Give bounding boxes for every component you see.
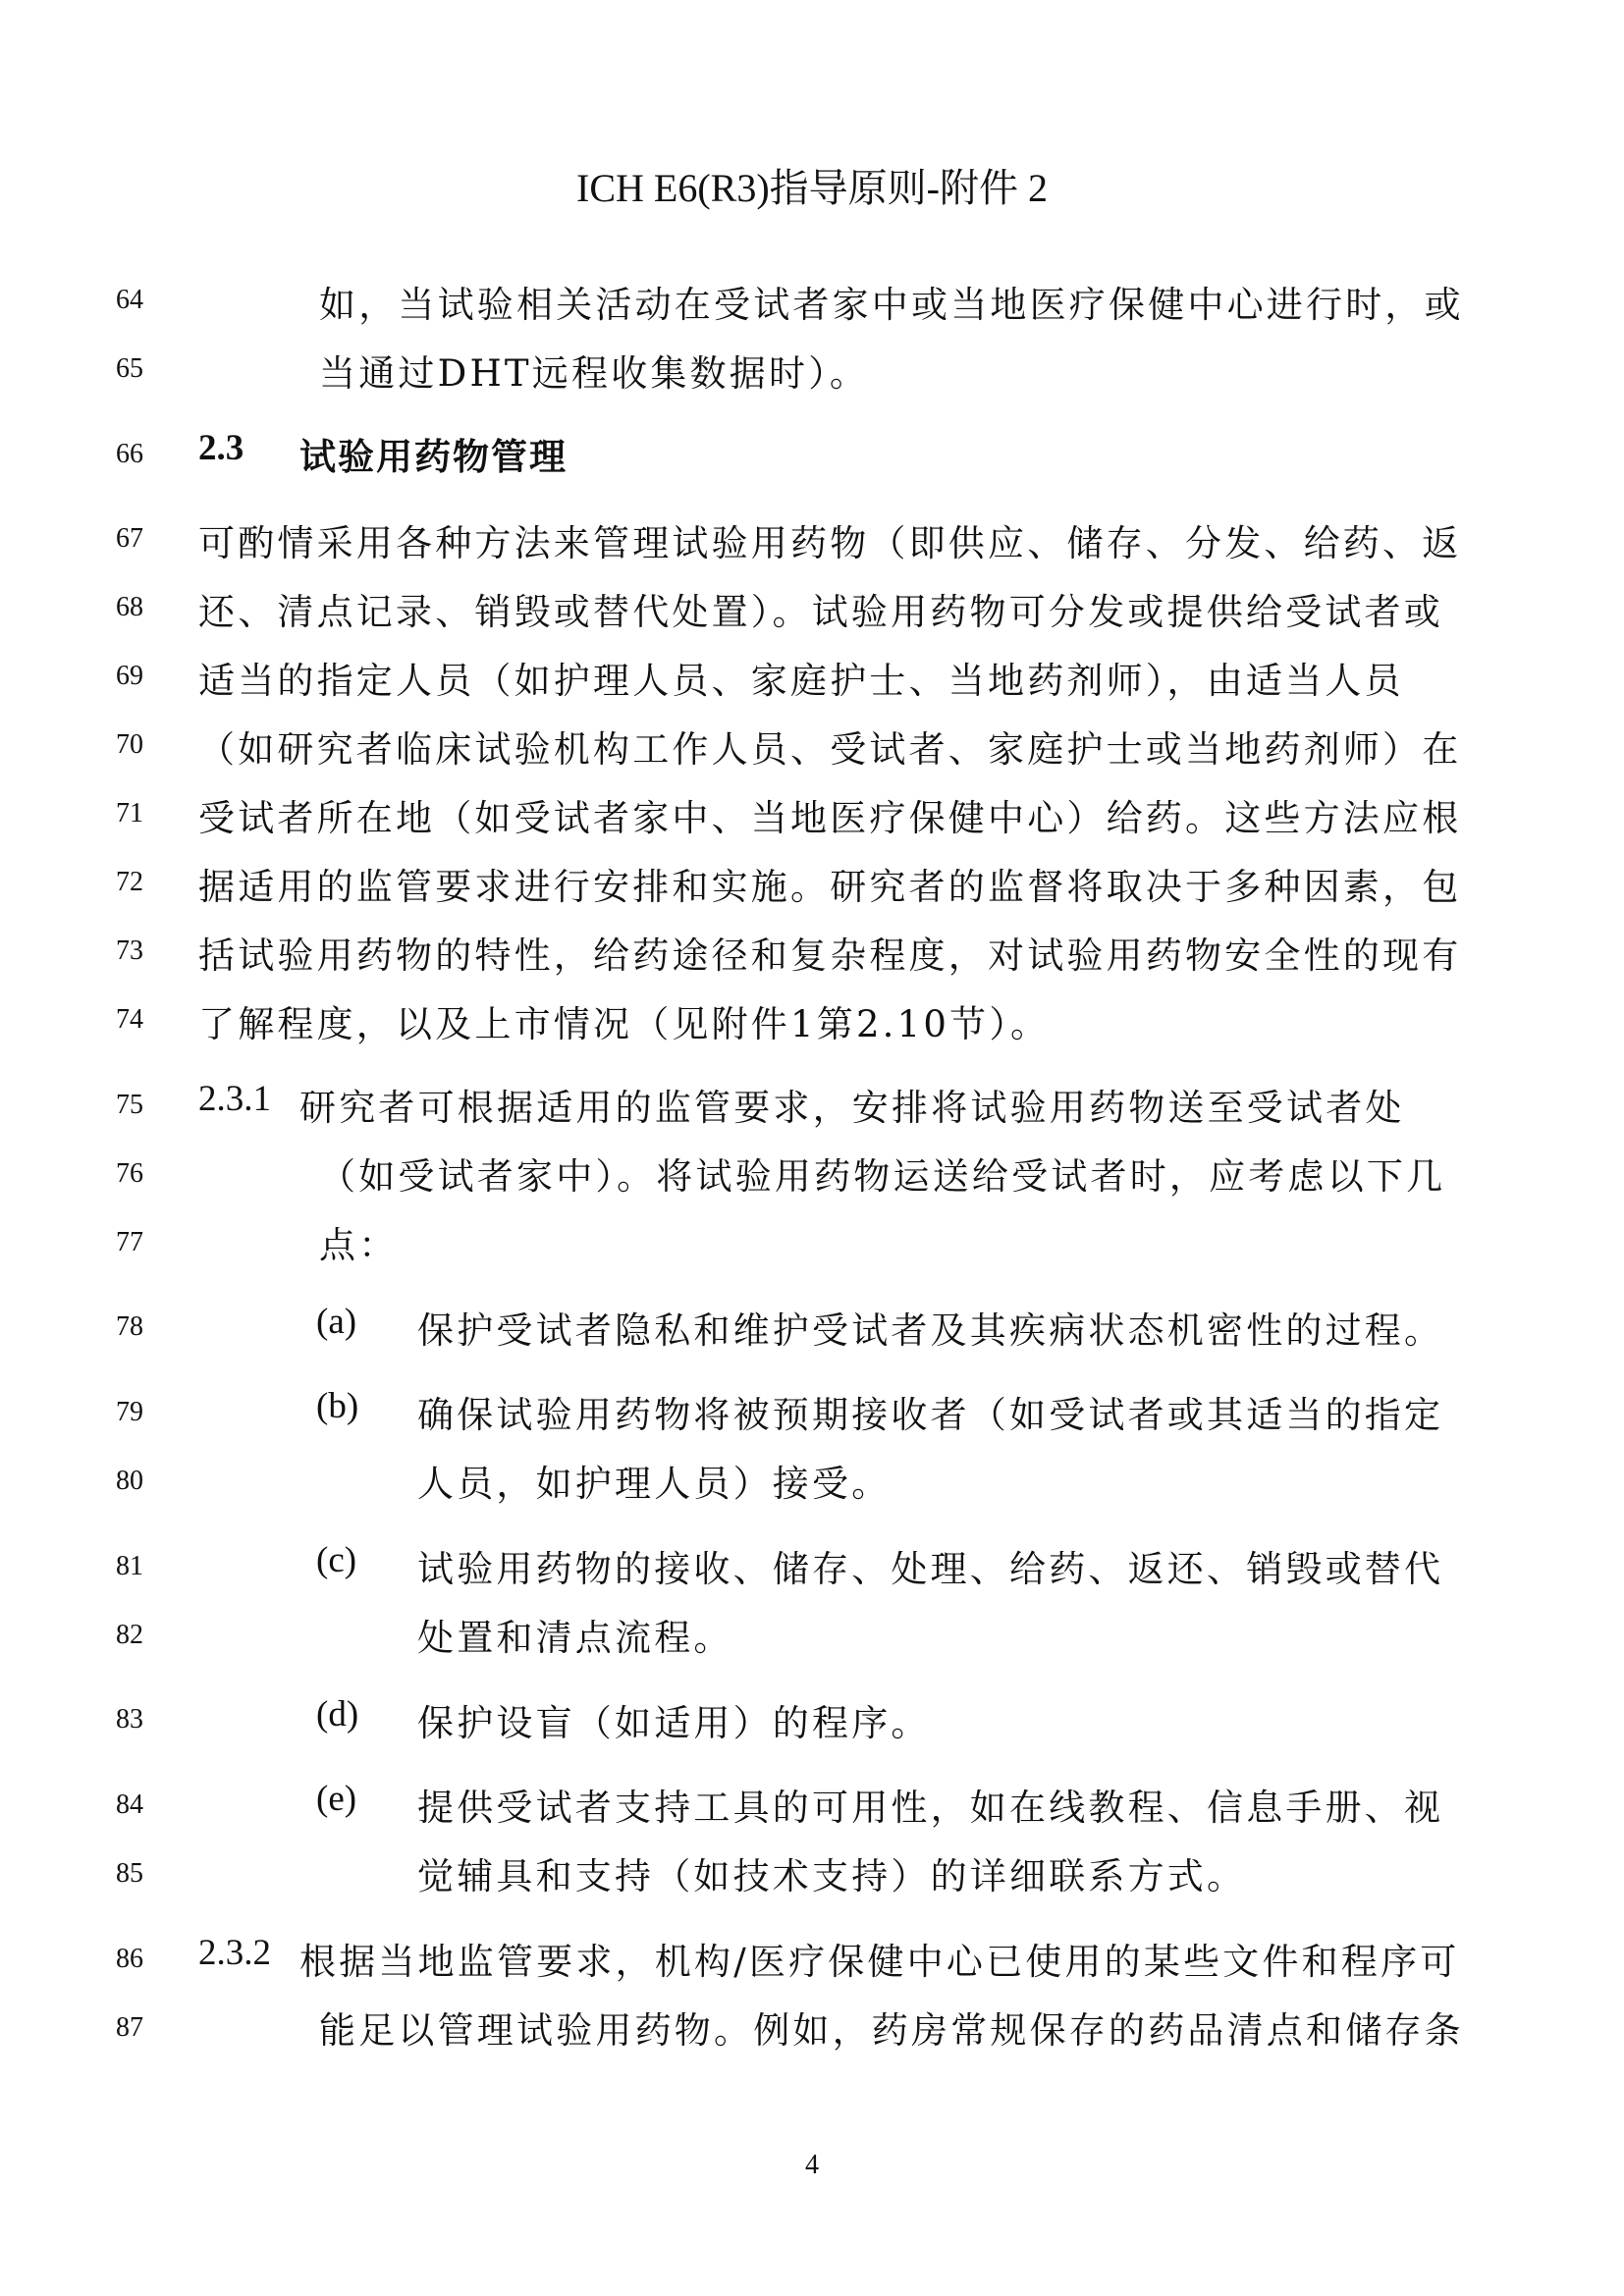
page-header: ICH E6(R3)指导原则-附件 2 <box>576 166 1048 210</box>
section-title: 试验用药物管理 <box>299 435 568 478</box>
list-item-label: (c) <box>316 1540 357 1580</box>
line-number: 79 <box>116 1397 143 1427</box>
line-number: 70 <box>116 729 143 760</box>
body-text-line: 如，当试验相关活动在受试者家中或当地医疗保健中心进行时，或 <box>319 284 1464 326</box>
body-text-line: 受试者所在地（如受试者家中、当地医疗保健中心）给药。这些方法应根 <box>198 797 1462 839</box>
section-number: 2.3 <box>198 428 244 468</box>
line-number: 83 <box>116 1704 143 1735</box>
body-text-line: 适当的指定人员（如护理人员、家庭护士、当地药剂师），由适当人员 <box>198 660 1404 702</box>
line-number: 64 <box>116 285 143 315</box>
list-item-label: (d) <box>316 1694 359 1735</box>
list-item-text: 保护设盲（如适用）的程序。 <box>417 1702 931 1744</box>
body-text-line: （如受试者家中）。将试验用药物运送给受试者时，应考虑以下几 <box>319 1155 1446 1198</box>
list-item-text: 提供受试者支持工具的可用性，如在线教程、信息手册、视 <box>417 1787 1444 1829</box>
body-text-line: 括试验用药物的特性，给药途径和复杂程度，对试验用药物安全性的现有 <box>198 934 1462 977</box>
list-item-text: 人员，如护理人员）接受。 <box>417 1463 892 1505</box>
body-text-line: 研究者可根据适用的监管要求，安排将试验用药物送至受试者处 <box>299 1087 1405 1129</box>
subsection-number: 2.3.2 <box>198 1933 271 1973</box>
body-text-line: 还、清点记录、销毁或替代处置）。试验用药物可分发或提供给受试者或 <box>198 591 1443 633</box>
list-item-label: (a) <box>316 1302 357 1342</box>
line-number: 86 <box>116 1944 143 1974</box>
line-number: 74 <box>116 1004 143 1035</box>
line-number: 87 <box>116 2012 143 2043</box>
body-text-line: 能足以管理试验用药物。例如，药房常规保存的药品清点和储存条 <box>319 2009 1464 2052</box>
line-number: 80 <box>116 1466 143 1496</box>
line-number: 75 <box>116 1090 143 1120</box>
body-text-line: （如研究者临床试验机构工作人员、受试者、家庭护士或当地药剂师）在 <box>198 728 1462 771</box>
line-number: 81 <box>116 1551 143 1581</box>
line-number: 82 <box>116 1620 143 1650</box>
line-number: 72 <box>116 867 143 897</box>
line-number: 68 <box>116 592 143 622</box>
list-item-text: 觉辅具和支持（如技术支持）的详细联系方式。 <box>417 1855 1247 1897</box>
list-item-text: 处置和清点流程。 <box>417 1617 733 1659</box>
list-item-text: 确保试验用药物将被预期接收者（如受试者或其适当的指定 <box>417 1394 1444 1436</box>
line-number: 78 <box>116 1311 143 1342</box>
line-number: 65 <box>116 353 143 384</box>
body-text-line: 可酌情采用各种方法来管理试验用药物（即供应、储存、分发、给药、返 <box>198 522 1462 564</box>
line-number: 67 <box>116 523 143 554</box>
line-number: 71 <box>116 798 143 828</box>
list-item-label: (b) <box>316 1386 359 1426</box>
line-number: 73 <box>116 935 143 966</box>
body-text-line: 根据当地监管要求，机构/医疗保健中心已使用的某些文件和程序可 <box>299 1941 1460 1983</box>
list-item-label: (e) <box>316 1779 357 1819</box>
line-number: 76 <box>116 1158 143 1189</box>
list-item-text: 保护受试者隐私和维护受试者及其疾病状态机密性的过程。 <box>417 1309 1444 1352</box>
line-number: 84 <box>116 1789 143 1820</box>
list-item-text: 试验用药物的接收、储存、处理、给药、返还、销毁或替代 <box>417 1548 1444 1590</box>
line-number: 85 <box>116 1858 143 1889</box>
body-text-line: 了解程度，以及上市情况（见附件1第2.10节）。 <box>198 1003 1051 1045</box>
page-number: 4 <box>805 2150 819 2180</box>
line-number: 66 <box>116 439 143 469</box>
body-text-line: 据适用的监管要求进行安排和实施。研究者的监督将取决于多种因素，包 <box>198 866 1462 908</box>
line-number: 77 <box>116 1227 143 1257</box>
line-number: 69 <box>116 661 143 691</box>
body-text-line: 点： <box>319 1224 399 1266</box>
body-text-line: 当通过DHT远程收集数据时）。 <box>319 352 870 395</box>
subsection-number: 2.3.1 <box>198 1079 271 1119</box>
